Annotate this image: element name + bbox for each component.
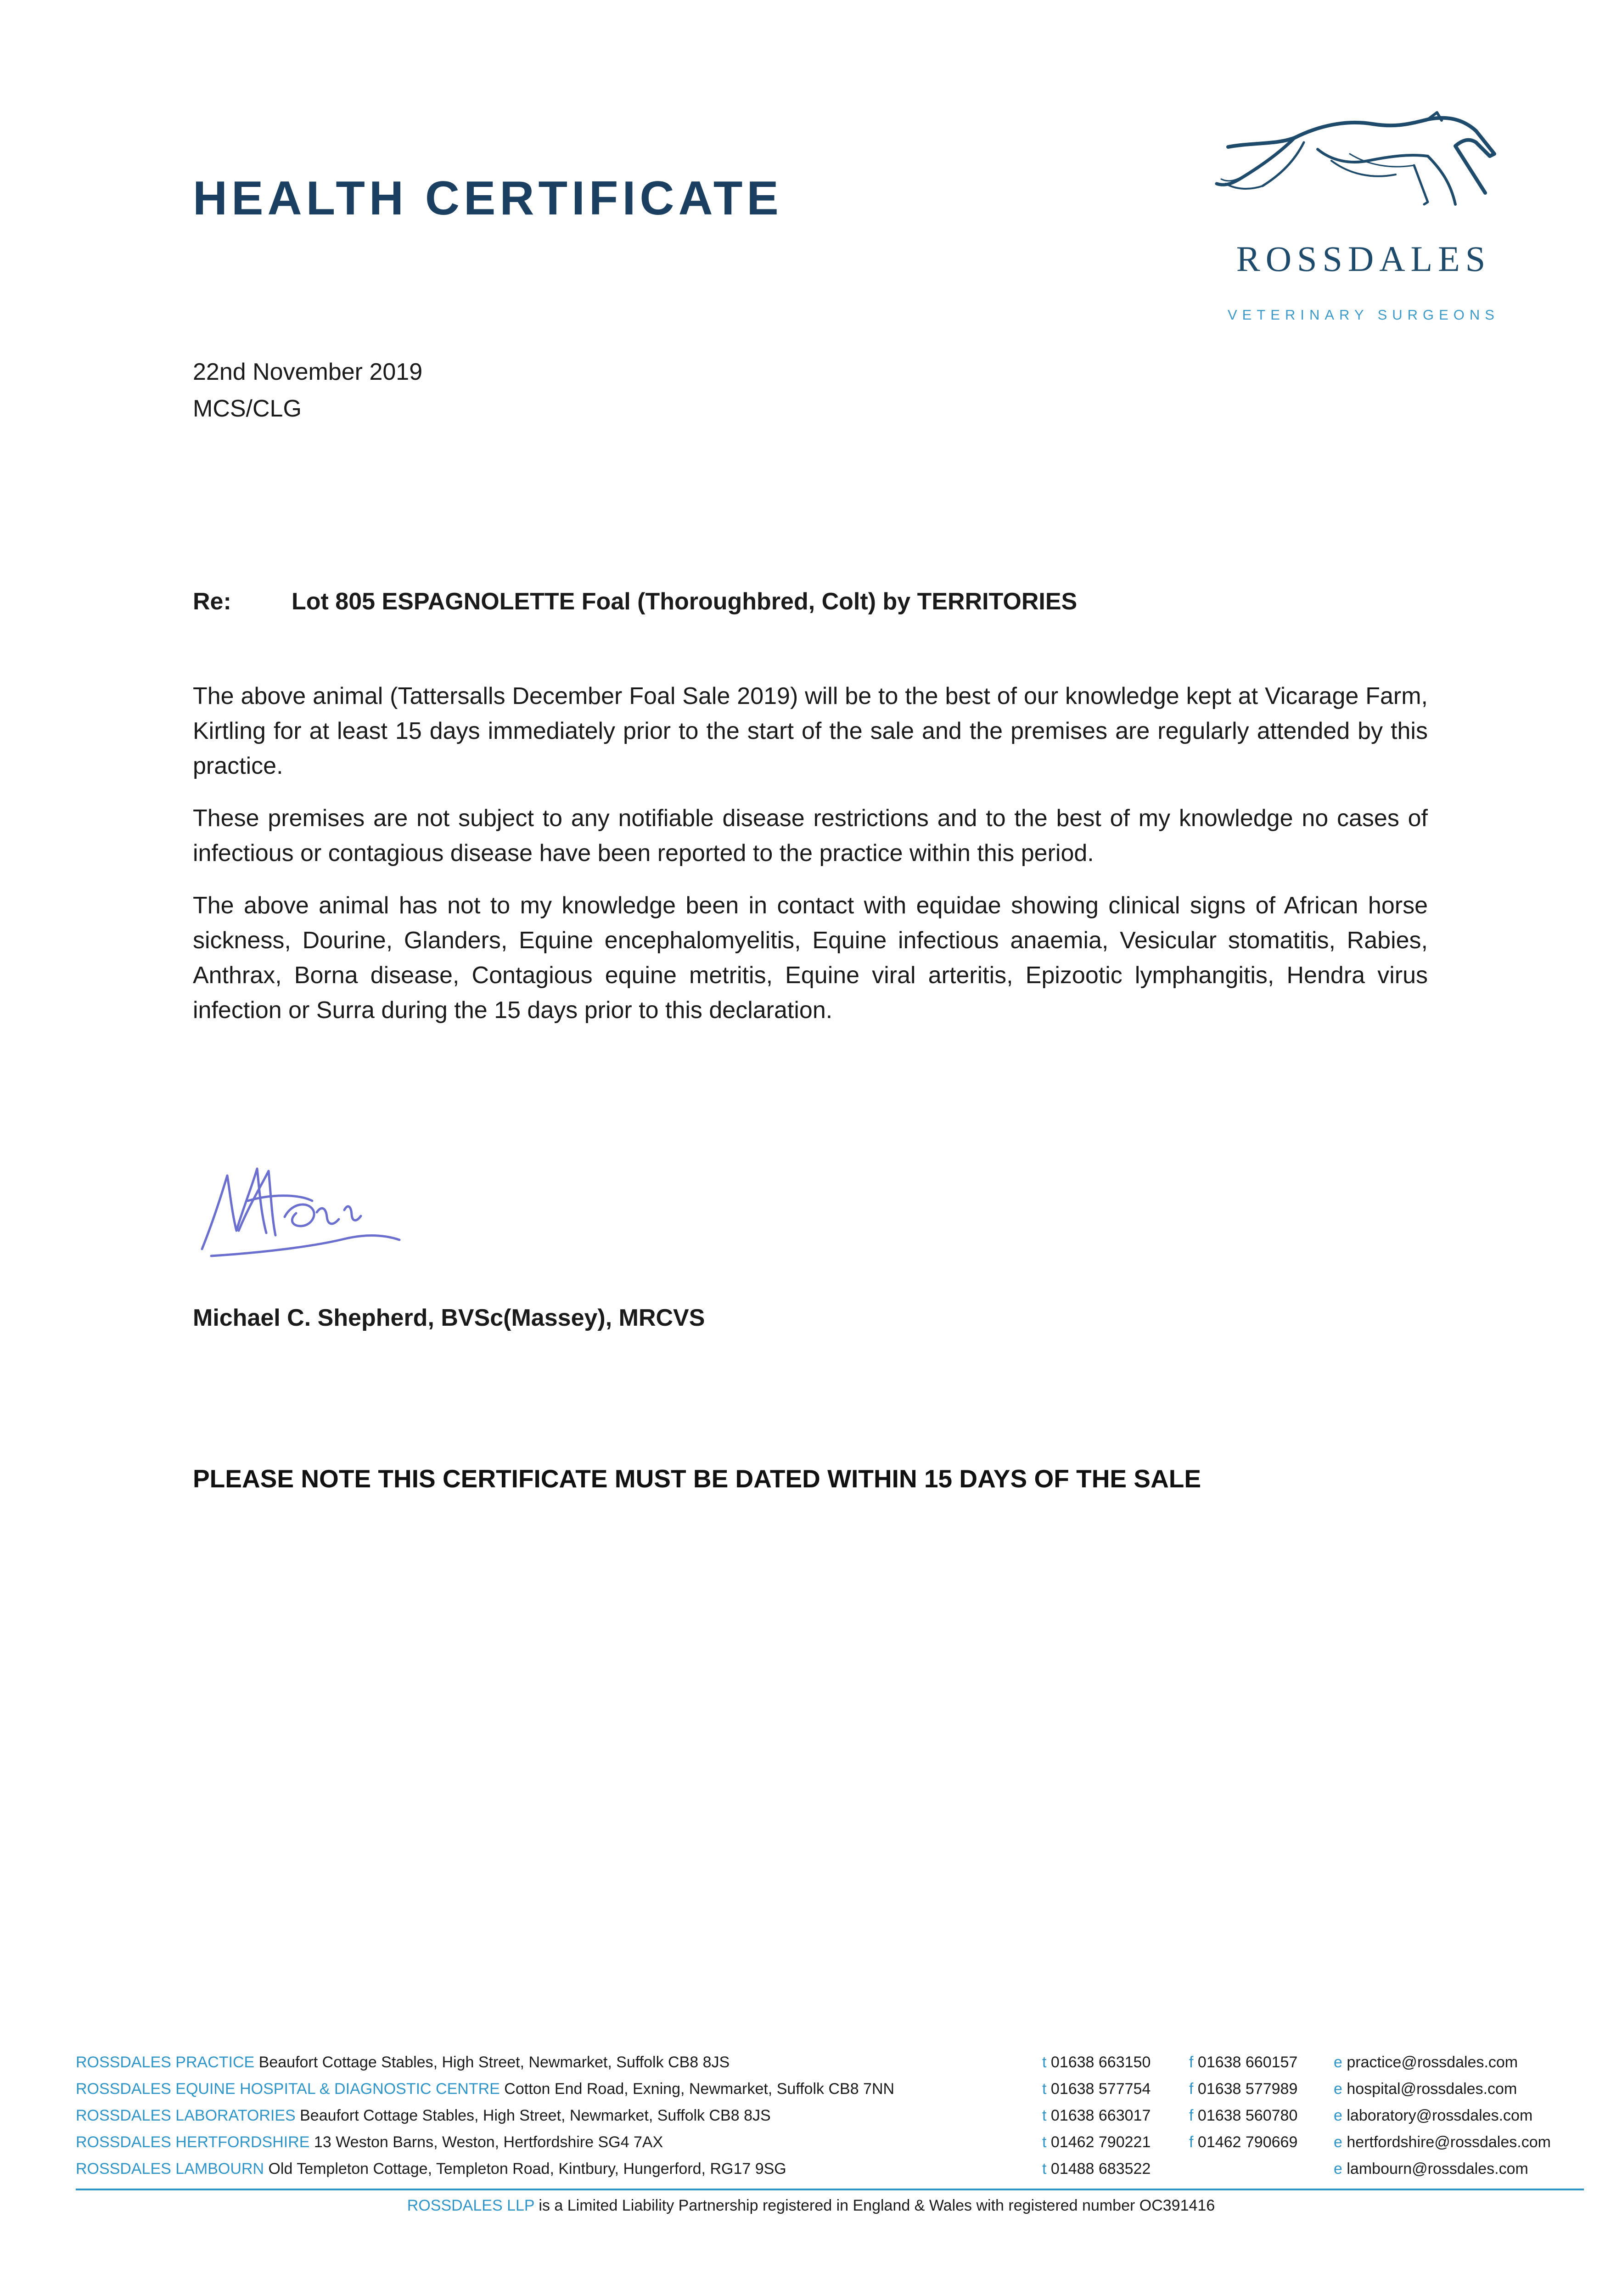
date-reference-block	[193, 354, 422, 427]
footer-branch-address: 13 Weston Barns, Weston, Hertfordshire SG4 7AX	[309, 2133, 663, 2151]
footer-row	[76, 2102, 1584, 2129]
footer-email	[1334, 2155, 1528, 2182]
footer-address	[76, 2129, 663, 2155]
fax-number: 01462 790669	[1197, 2133, 1298, 2151]
legal-statement	[0, 2192, 1622, 2219]
horse-logo-icon	[1212, 110, 1515, 335]
footer-telephone	[1042, 2155, 1151, 2182]
footer-row	[76, 2076, 1584, 2102]
footer-email	[1334, 2102, 1532, 2129]
fax-label: f	[1189, 2133, 1194, 2151]
email-label: e	[1334, 2133, 1342, 2151]
logo-subtitle: VETERINARY SURGEONS	[1227, 307, 1499, 323]
footer-contacts	[76, 2049, 1584, 2190]
footer-email	[1334, 2129, 1551, 2155]
tel-number: 01488 683522	[1050, 2160, 1151, 2178]
rossdales-logo	[1212, 110, 1515, 335]
signature	[193, 1157, 450, 1277]
email-label: e	[1334, 2080, 1342, 2098]
legal-text: is a Limited Liability Partnership registered in England & Wales with registered number OC391416	[534, 2197, 1215, 2214]
footer-fax	[1189, 2102, 1297, 2129]
tel-label: t	[1042, 2054, 1047, 2071]
email-address: lambourn@rossdales.com	[1347, 2160, 1528, 2178]
tel-number: 01462 790221	[1050, 2133, 1151, 2151]
footer-branch-name: ROSSDALES LAMBOURN	[76, 2160, 264, 2178]
footer-row	[76, 2049, 1584, 2076]
footer-email	[1334, 2049, 1518, 2076]
tel-number: 01638 663150	[1050, 2054, 1151, 2071]
email-address: hertfordshire@rossdales.com	[1347, 2133, 1551, 2151]
tel-label: t	[1042, 2107, 1047, 2124]
logo-wordmark: ROSSDALES	[1236, 239, 1491, 279]
footer-branch-name: ROSSDALES LABORATORIES	[76, 2107, 296, 2124]
fax-number: 01638 577989	[1197, 2080, 1298, 2098]
footer-divider	[76, 2189, 1584, 2190]
footer-branch-name: ROSSDALES PRACTICE	[76, 2054, 255, 2071]
footer-telephone	[1042, 2102, 1151, 2129]
footer-address	[76, 2102, 771, 2129]
footer-telephone	[1042, 2049, 1151, 2076]
footer-branch-address: Cotton End Road, Exning, Newmarket, Suffolk CB8 7NN	[500, 2080, 895, 2098]
subject-text: Lot 805 ESPAGNOLETTE Foal (Thoroughbred, Colt) by TERRITORIES	[292, 588, 1078, 615]
footer-fax	[1189, 2129, 1297, 2155]
email-label: e	[1334, 2107, 1342, 2124]
tel-label: t	[1042, 2080, 1047, 2098]
reference-code: MCS/CLG	[193, 395, 302, 422]
tel-label: t	[1042, 2133, 1047, 2151]
footer-row	[76, 2155, 1584, 2182]
body-paragraph: The above animal (Tattersalls December Foal Sale 2019) will be to the best of our knowledge kept at Vicarage Farm, Kirtling for at least 15 days immediately prior to the start of the sale and the premises are regularly attended by this practice.	[193, 683, 1428, 779]
footer-row	[76, 2129, 1584, 2155]
body-paragraph: These premises are not subject to any notifiable disease restrictions and to the best of my knowledge no cases of infectious or contagious disease have been reported to the practice within this period.	[193, 805, 1428, 867]
subject-line	[193, 583, 1077, 620]
email-label: e	[1334, 2160, 1342, 2178]
footer-branch-name: ROSSDALES EQUINE HOSPITAL & DIAGNOSTIC CENTRE	[76, 2080, 500, 2098]
fax-label: f	[1189, 2107, 1194, 2124]
footer-address	[76, 2049, 730, 2076]
footer-fax	[1189, 2076, 1297, 2102]
footer-branch-address: Old Templeton Cottage, Templeton Road, Kintbury, Hungerford, RG17 9SG	[264, 2160, 786, 2178]
re-label: Re:	[193, 588, 231, 615]
email-address: hospital@rossdales.com	[1347, 2080, 1517, 2098]
footer-branch-address: Beaufort Cottage Stables, High Street, Newmarket, Suffolk CB8 8JS	[254, 2054, 730, 2071]
legal-entity-name: ROSSDALES LLP	[407, 2197, 534, 2214]
tel-label: t	[1042, 2160, 1047, 2178]
handwritten-signature	[193, 1157, 450, 1277]
email-address: practice@rossdales.com	[1347, 2054, 1518, 2071]
certificate-body	[193, 679, 1428, 1045]
footer-telephone	[1042, 2076, 1151, 2102]
footer-email	[1334, 2076, 1517, 2102]
body-paragraph: The above animal has not to my knowledge been in contact with equidae showing clinical signs of African horse sickness, Dourine, Glanders, Equine encephalomyelitis, Equine infectious anaemia, Vesicular stomatitis, Rabies, Anthrax, Borna disease, Contagious equine metritis, Equine viral arteritis, Epizootic lymphangitis, Hendra virus infection or Surra during the 15 days prior to this declaration.	[193, 892, 1428, 1024]
footer-telephone	[1042, 2129, 1151, 2155]
footer-branch-address: Beaufort Cottage Stables, High Street, Newmarket, Suffolk CB8 8JS	[295, 2107, 771, 2124]
email-address: laboratory@rossdales.com	[1347, 2107, 1533, 2124]
certificate-title: HEALTH CERTIFICATE	[193, 172, 783, 225]
signatory-name: Michael C. Shepherd, BVSc(Massey), MRCVS	[193, 1305, 705, 1331]
tel-number: 01638 663017	[1050, 2107, 1151, 2124]
fax-label: f	[1189, 2080, 1194, 2098]
email-label: e	[1334, 2054, 1342, 2071]
footer-address	[76, 2076, 894, 2102]
fax-number: 01638 660157	[1197, 2054, 1298, 2071]
footer-address	[76, 2155, 786, 2182]
footer-fax	[1189, 2049, 1297, 2076]
dating-notice: PLEASE NOTE THIS CERTIFICATE MUST BE DATED WITHIN 15 DAYS OF THE SALE	[193, 1464, 1201, 1493]
certificate-date: 22nd November 2019	[193, 359, 423, 385]
footer-branch-name: ROSSDALES HERTFORDSHIRE	[76, 2133, 310, 2151]
tel-number: 01638 577754	[1050, 2080, 1151, 2098]
fax-label: f	[1189, 2054, 1194, 2071]
fax-number: 01638 560780	[1197, 2107, 1298, 2124]
